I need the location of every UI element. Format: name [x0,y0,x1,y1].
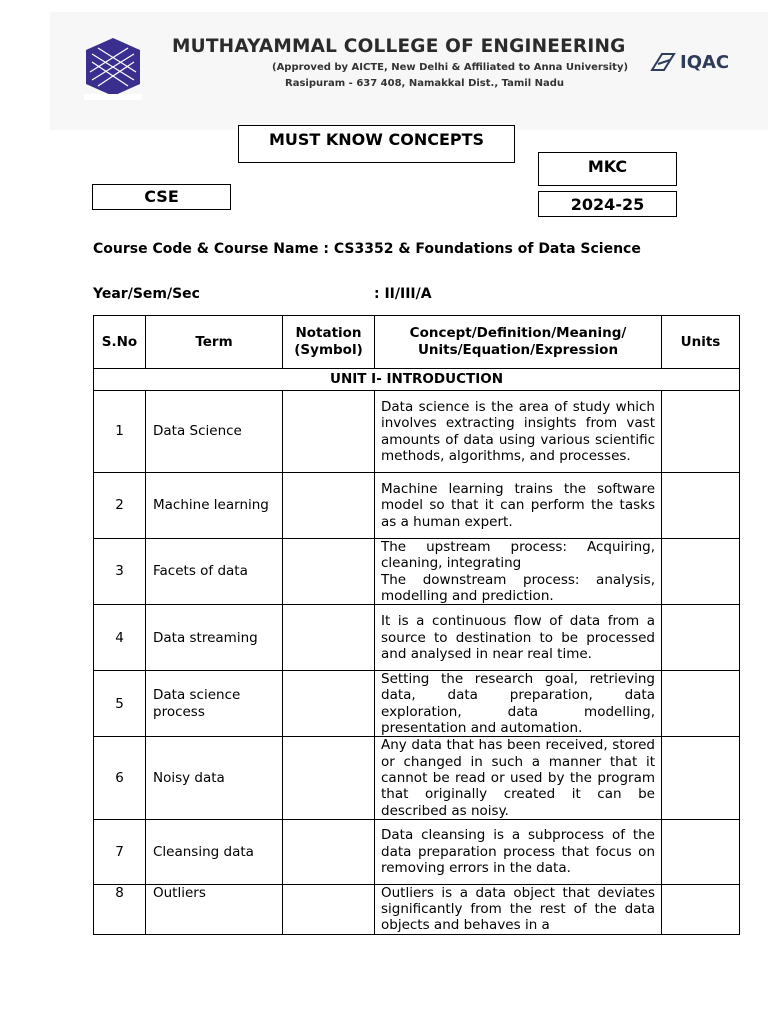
row-concept: Data cleansing is a subprocess of the data preparation process that focus on removing errors in the data. [375,819,662,884]
iqac-logo-icon [648,50,678,74]
row-notation [283,819,375,884]
row-term: Facets of data [146,539,283,605]
row-notation [283,884,375,934]
row-concept: Data science is the area of study which involves extracting insights from vast amounts of data using various scientific methods, algorithms, and processes. [375,391,662,473]
row-sno: 7 [94,819,146,884]
unit-title: UNIT I- INTRODUCTION [94,369,740,391]
row-term: Data science process [146,671,283,737]
row-term: Data streaming [146,605,283,671]
college-logo [82,36,144,100]
college-address: Rasipuram - 637 408, Namakkal Dist., Tamil Nadu [285,78,565,89]
table-row [94,737,740,819]
row-concept: Machine learning trains the software model so that it can perform the tasks as a human expert. [375,473,662,539]
header-sno: S.No [94,316,146,369]
row-notation [283,391,375,473]
row-concept: It is a continuous flow of data from a source to destination to be processed and analysed in near real time. [375,605,662,671]
row-sno: 8 [94,884,146,934]
row-units [662,671,740,737]
row-sno: 3 [94,539,146,605]
college-name: MUTHAYAMMAL COLLEGE OF ENGINEERING [172,36,626,57]
row-concept: Setting the research goal, retrieving data, data preparation, data exploration, data modelling, presentation and automation. [375,671,662,737]
concepts-table [93,315,740,935]
row-term: Outliers [146,884,283,934]
row-concept [375,539,662,605]
header-units: Units [662,316,740,369]
row-sno: 4 [94,605,146,671]
row-concept: Outliers is a data object that deviates significantly from the rest of the data objects and behaves in a [375,884,662,934]
row-units [662,605,740,671]
table-row [94,473,740,539]
row-concept-line: The upstream process: Acquiring, cleaning, integrating [381,539,655,572]
college-approval: (Approved by AICTE, New Delhi & Affiliated to Anna University) [272,62,629,73]
row-notation [283,539,375,605]
row-sno: 1 [94,391,146,473]
row-notation [283,605,375,671]
table-row [94,884,740,934]
row-term: Cleansing data [146,819,283,884]
header-term: Term [146,316,283,369]
table-row [94,391,740,473]
table-row [94,605,740,671]
department-box: CSE [92,184,231,210]
header-notation: Notation (Symbol) [283,316,375,369]
row-term: Noisy data [146,737,283,819]
row-concept: Any data that has been received, stored or changed in such a manner that it cannot be read or used by the program that originally created it can be described as noisy. [375,737,662,819]
table-row [94,819,740,884]
row-units [662,391,740,473]
row-units [662,473,740,539]
row-term: Data Science [146,391,283,473]
iqac-label: IQAC [680,52,730,73]
year-sem-sec-label: Year/Sem/Sec [93,286,200,302]
row-units [662,737,740,819]
header-concept: Concept/Definition/Meaning/ Units/Equation/Expression [375,316,662,369]
table-row [94,539,740,605]
table-row [94,671,740,737]
row-sno: 2 [94,473,146,539]
row-term: Machine learning [146,473,283,539]
row-notation [283,737,375,819]
unit-row [94,369,740,391]
row-units [662,819,740,884]
document-title-box: MUST KNOW CONCEPTS [238,125,515,163]
row-sno: 5 [94,671,146,737]
document-code-box: MKC [538,152,677,186]
row-units [662,539,740,605]
row-concept-line: The downstream process: analysis, modelling and prediction. [381,571,655,604]
course-info: Course Code & Course Name : CS3352 & Foundations of Data Science [93,241,641,257]
year-sem-sec-value: : II/III/A [374,286,432,302]
academic-year-box: 2024-25 [538,191,677,217]
row-units [662,884,740,934]
row-sno: 6 [94,737,146,819]
table-header-row [94,316,740,369]
row-notation [283,671,375,737]
row-notation [283,473,375,539]
